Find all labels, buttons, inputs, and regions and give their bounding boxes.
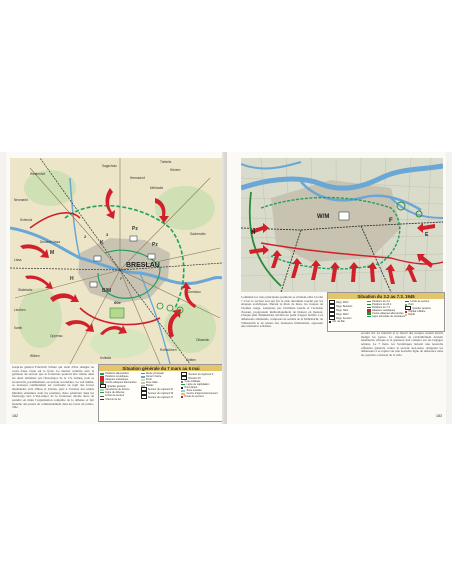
legend-swatch: [141, 379, 145, 381]
legend-label: Zone bâtie: [145, 381, 158, 385]
left-body-text: Jusqu'au général Friedrich Schulz qui vient d'être désigné au cours d'une visite sur le front. Ce dernier contrôle avec la garnison du secteur que la forteresse pourrait être traitée dans les deux semaines par l'état-major de la 17e Armée, puis se reconvertir, parallèlement, en secteur secondaire. Le soir même, ce nouveau commandant est confronté au repli des forces allemandes vers Ohlau et Zobten, puis à l'arrivée des unités blindées ennemies dont les premiers chars pénètrent dans les faubourgs sud. L'état-major de la forteresse décide alors de prendre en main l'organisation complète de la défense et fait installer des postes de commandement dans les caves du centre-ville.: [12, 366, 94, 410]
legend-swatch: [181, 396, 183, 398]
legend-label: Hôpital militaire: [408, 310, 426, 314]
breslau-overview-map: [10, 158, 222, 364]
legend-column: [100, 372, 141, 400]
legend-label: Régt. Besslein: [336, 304, 353, 308]
legend-label: Limite de secteur: [410, 300, 430, 304]
unit-marker: 60e: [114, 300, 121, 305]
legend-title: Situation du 3.2 au 7.3. 1945: [328, 293, 444, 299]
unit-marker: M: [50, 250, 55, 256]
legend-column: [181, 372, 222, 400]
legend-title: Situation générale du 7 mars au 6 mai: [99, 365, 223, 371]
legend-right: [327, 292, 445, 332]
legend-columns: [99, 371, 223, 401]
place-name: Rothsürben: [160, 348, 177, 352]
legend-label: Positions du 3.2: [372, 300, 390, 304]
place-name: Deutsch Lissa: [40, 240, 61, 244]
legend-label: Positions soviétiques: [105, 375, 129, 379]
legend-label: Poste de secours: [184, 395, 204, 399]
legend-swatch: [181, 384, 185, 385]
legend-swatch: [405, 301, 409, 302]
legend-column: [367, 300, 405, 323]
legend-item: [141, 395, 182, 399]
district-label: H: [251, 230, 256, 236]
legend-label: Cote d'altitude: [184, 380, 201, 384]
legend-label: Ligne de défense: [105, 391, 125, 395]
legend-swatch: [141, 382, 145, 384]
unit-marker: B/M: [102, 288, 112, 294]
legend-swatch: [100, 373, 104, 375]
legend-label: Secteur du régiment B: [147, 387, 173, 391]
place-name: Hünern: [170, 168, 181, 172]
legend-label: Régt. Mohr: [336, 300, 349, 304]
place-name: Lissa: [14, 258, 22, 262]
legend-label: Contre-attaques allemandes: [105, 381, 137, 385]
legend-swatch: [367, 307, 371, 308]
legend-label: Secteur du régiment M: [147, 391, 174, 395]
legend-label: Secteur du régiment K: [188, 372, 214, 376]
legend-label: Forêt: [145, 378, 152, 382]
unit-marker: Pz: [132, 226, 138, 232]
legend-swatch: [181, 390, 185, 392]
page-number: 182: [12, 414, 18, 418]
legend-label: Contre-attaques allemandes: [372, 312, 404, 316]
legend-item: [405, 313, 443, 316]
page-number: 183: [436, 414, 442, 418]
legend-label: Régt. Hanf: [336, 308, 349, 312]
place-name: Opperau: [50, 334, 63, 338]
hq-symbol: [339, 212, 349, 220]
legend-swatch: [367, 304, 371, 305]
legend-label: Abt. de flak: [332, 320, 345, 324]
legend-item: [181, 395, 222, 398]
legend-label: Chemin de fer: [105, 397, 121, 401]
legend-swatch: [181, 387, 183, 389]
book-spread: [0, 152, 452, 424]
place-name: Neumarkt: [14, 198, 28, 202]
legend-item: [367, 315, 405, 318]
legend-label: Route principale: [145, 372, 164, 376]
legend-label: Ligne principale de résistance: [372, 315, 406, 319]
place-name: Stabelwitz: [18, 288, 33, 292]
place-name: Oltaschin: [196, 338, 210, 342]
unit-marker: H: [70, 276, 74, 282]
legend-swatch: [100, 392, 104, 393]
legend-label: Zone inondée: [186, 389, 202, 393]
legend-label: Division Pz: [188, 376, 201, 380]
legend-swatch: [141, 376, 145, 378]
place-name: Weidenhof: [30, 172, 46, 176]
map-svg-right: [241, 158, 443, 292]
legend-label: Positions du 20.2: [372, 303, 392, 307]
legend-swatch: [141, 373, 145, 374]
legend-label: Dépôt: [408, 313, 415, 317]
legend-swatch: [100, 399, 104, 400]
city-label-breslau: BRESLAU: [126, 262, 160, 269]
place-name: Wilxen: [30, 354, 40, 358]
legend-swatch: [100, 396, 104, 397]
place-name: Trebnitz: [160, 160, 172, 164]
legend-swatch: [405, 311, 407, 313]
unit-marker: Pz: [152, 242, 158, 248]
place-name: Sacherwitz: [190, 232, 206, 236]
legend-item: [329, 320, 367, 323]
district-label: F: [389, 218, 393, 224]
airfield: [110, 308, 124, 318]
legend-label: Régt. Kersten: [336, 316, 352, 320]
unit-marker: K: [100, 240, 104, 246]
legend-label: Centre d'approvisionnement: [186, 392, 218, 396]
legend-label: Attaques soviétiques: [372, 309, 396, 313]
place-name: Zobten: [186, 358, 196, 362]
legend-label: Positions du 7.3: [372, 306, 390, 310]
place-name: Leuthen: [14, 308, 26, 312]
left-page: [6, 152, 225, 424]
legend-label: Secteur du régiment H: [147, 395, 173, 399]
legend-swatch: [329, 321, 331, 323]
legend-swatch: [367, 301, 371, 302]
legend-label: Attaques soviétiques: [105, 378, 129, 382]
legend-label: Aérodrome de fortune: [105, 388, 130, 392]
legend-swatch: [367, 312, 371, 315]
legend-label: Pont: [408, 303, 414, 307]
legend-label: Positions allemandes: [105, 372, 129, 376]
legend-label: Marais: [145, 384, 154, 388]
right-body-text-col2: second mi. La ténacité et le moral des troupes restent élevés malgré les pertes. La situation de ravitaillement devient néanmoins critique et la garnison doit compter sur les largages aériens. Le 7 mars, les Soviétiques lancent une nouvelle offensive générale contre le secteur sud-ouest, obligeant les défenseurs à se replier sur une nouvelle ligne de résistance dans les quartiers centraux de la ville.: [361, 332, 443, 357]
right-body-text-col1: Comment les trois principales positions se révèlent-elles à la fin ? C'est le secteur sud qui fut le plus durement touché par les attaques soviétiques. Durant le mois de mars, les troupes de l'Armée rouge, soutenues par l'artillerie lourde et l'aviation d'assaut, progressent méthodiquement de maison en maison. Chaque pâté d'immeubles devient un point d'appui fortifié. Les défenseurs allemands, composés de soldats de la Wehrmacht, de Volkssturm et de jeunes des Jeunesses hitlériennes, opposent une résistance acharnée.: [241, 296, 323, 329]
place-name: Schmolz: [20, 218, 33, 222]
breslau-city-map: [241, 158, 443, 292]
legend-label: Quartier général: [412, 306, 431, 310]
legend-columns: [328, 299, 444, 324]
place-name: Kanth: [14, 326, 23, 330]
legend-column: [141, 372, 182, 400]
right-page: [227, 152, 446, 424]
legend-label: Pont détruit: [184, 386, 198, 390]
legend-label: Régt. Wehl: [336, 312, 349, 316]
unit-marker: F: [120, 276, 123, 281]
place-name: Sagschutz: [102, 164, 117, 168]
place-name: Mellowitz: [150, 186, 164, 190]
map-svg-left: [10, 158, 222, 364]
legend-swatch: [405, 314, 407, 316]
legend-swatch: [100, 389, 104, 391]
legend-label: Canal / rivière: [145, 375, 162, 379]
legend-left: [98, 364, 224, 422]
place-name: Kottwitz: [100, 356, 112, 360]
legend-column: [329, 300, 367, 323]
legend-swatch: [141, 395, 147, 399]
legend-item: [100, 398, 141, 401]
legend-label: Limite de secteur: [105, 394, 125, 398]
unit-marker: 3: [106, 232, 109, 237]
legend-swatch: [367, 316, 371, 317]
legend-column: [405, 300, 443, 323]
place-name: Hermsdorf: [130, 176, 145, 180]
unit-marker: 2: [84, 234, 87, 239]
legend-swatch: [181, 381, 183, 383]
legend-label: Quartier général: [107, 384, 126, 388]
legend-label: Ligne de capitulation: [186, 383, 210, 387]
district-label: W/M: [317, 214, 330, 220]
district-label: E: [425, 232, 429, 238]
place-name: Domslau: [188, 290, 201, 294]
